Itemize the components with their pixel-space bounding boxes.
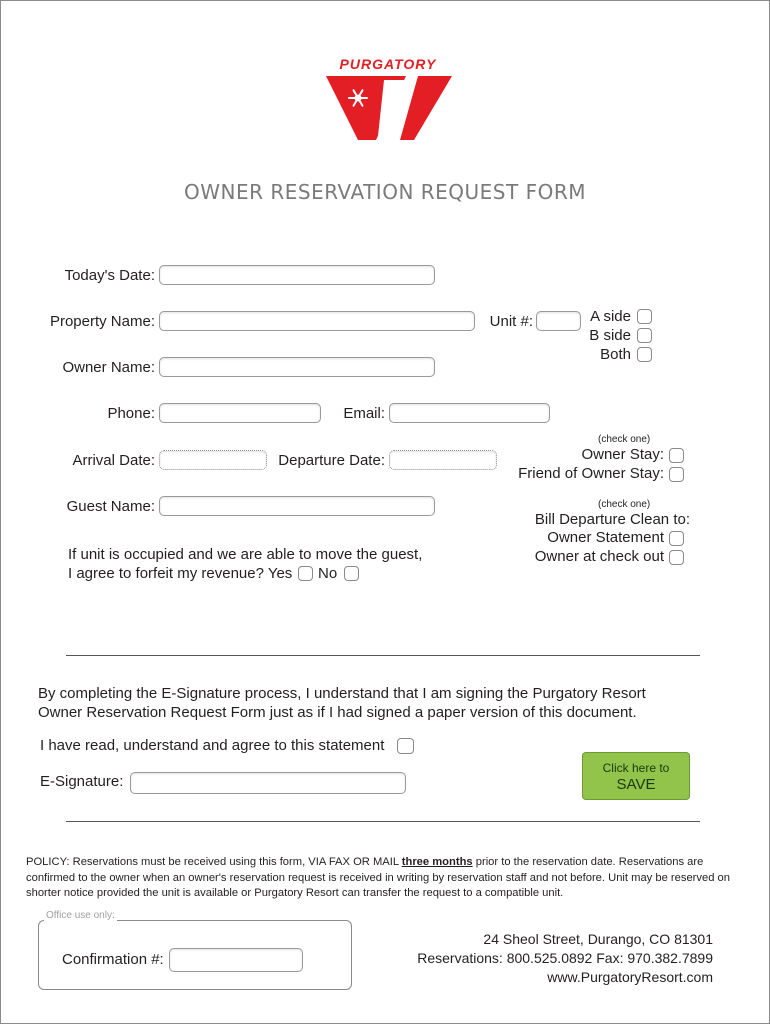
email-label: Email:: [343, 405, 385, 422]
save-button-caption: Click here to: [602, 761, 670, 775]
todays-date-label: Today's Date:: [64, 267, 155, 284]
email-field[interactable]: [389, 403, 550, 423]
owner-statement-checkbox[interactable]: [669, 531, 684, 546]
save-button[interactable]: [582, 752, 690, 800]
unit-label: Unit #:: [489, 313, 533, 330]
both-checkbox[interactable]: [637, 347, 652, 362]
arrival-date-field[interactable]: [159, 450, 267, 470]
esign-statement-line2: Owner Reservation Request Form just as if I had signed a paper version of this document.: [38, 704, 637, 721]
b-side-checkbox[interactable]: [637, 328, 652, 343]
owner-name-field[interactable]: [159, 357, 435, 377]
office-use-label: Office use only:: [46, 910, 115, 921]
form-title: OWNER RESERVATION REQUEST FORM: [184, 180, 586, 204]
b-side-label: B side: [589, 327, 631, 344]
policy-text: [26, 855, 746, 902]
agree-checkbox[interactable]: [397, 738, 414, 754]
purgatory-logo-graphic: [318, 56, 458, 144]
property-name-field[interactable]: [159, 311, 475, 331]
policy-text-end: prior to the reservation date. Reservations are confirmed to the owner when an owner's reservation request is received in writing by reservation staff and not before. Unit may be reserved on shorter notice provided the unit is available or Purgatory Resort can transfer the request to a compatible unit.: [26, 856, 730, 899]
occupied-question-line2: I agree to forfeit my revenue? Yes: [68, 565, 293, 582]
owner-name-label: Owner Name:: [62, 359, 155, 376]
address-website: www.PurgatoryResort.com: [547, 969, 713, 985]
confirmation-label: Confirmation #:: [62, 951, 164, 968]
occupied-no-checkbox[interactable]: [344, 566, 359, 581]
friend-stay-checkbox[interactable]: [669, 467, 684, 482]
arrival-date-label: Arrival Date:: [72, 452, 155, 469]
e-signature-field[interactable]: [130, 772, 406, 794]
agree-statement-label: I have read, understand and agree to this statement: [40, 737, 385, 754]
divider-bottom: [66, 821, 700, 822]
guest-name-label: Guest Name:: [66, 498, 155, 515]
occupied-no-label: No: [318, 565, 338, 582]
unit-field[interactable]: [536, 311, 581, 331]
purgatory-logo: [318, 56, 458, 144]
address-phone-fax: Reservations: 800.525.0892 Fax: 970.382.7899: [417, 950, 713, 966]
e-signature-label: E-Signature:: [40, 773, 124, 790]
property-name-label: Property Name:: [49, 313, 155, 330]
esign-statement-line1: By completing the E-Signature process, I understand that I am signing the Purgatory Resort: [38, 685, 646, 702]
owner-checkout-label: Owner at check out: [534, 548, 664, 565]
address-street: 24 Sheol Street, Durango, CO 81301: [483, 931, 713, 947]
a-side-label: A side: [590, 308, 631, 325]
owner-stay-checkbox[interactable]: [669, 448, 684, 463]
policy-emphasis: three months: [401, 856, 473, 868]
bill-clean-label: Bill Departure Clean to:: [534, 511, 690, 528]
occupied-question-line1: If unit is occupied and we are able to move the guest,: [68, 546, 423, 563]
phone-label: Phone:: [107, 405, 155, 422]
owner-statement-label: Owner Statement: [547, 529, 664, 546]
confirmation-field[interactable]: [169, 948, 303, 972]
owner-checkout-checkbox[interactable]: [669, 550, 684, 565]
friend-stay-label: Friend of Owner Stay:: [518, 465, 664, 482]
departure-date-field[interactable]: [389, 450, 497, 470]
departure-date-label: Departure Date:: [278, 452, 385, 469]
save-button-label: SAVE: [616, 776, 656, 793]
occupied-yes-checkbox[interactable]: [298, 566, 313, 581]
logo-wordmark: PURGATORY: [339, 56, 437, 72]
both-label: Both: [600, 346, 631, 363]
check-one-note-stay: (check one): [598, 434, 651, 445]
policy-text-start: POLICY: Reservations must be received using this form, VIA FAX OR MAIL: [26, 856, 402, 868]
check-one-note-clean: (check one): [598, 499, 651, 510]
guest-name-field[interactable]: [159, 496, 435, 516]
divider-top: [66, 655, 700, 656]
owner-stay-label: Owner Stay:: [581, 446, 664, 463]
phone-field[interactable]: [159, 403, 321, 423]
todays-date-field[interactable]: [159, 265, 435, 285]
a-side-checkbox[interactable]: [637, 309, 652, 324]
